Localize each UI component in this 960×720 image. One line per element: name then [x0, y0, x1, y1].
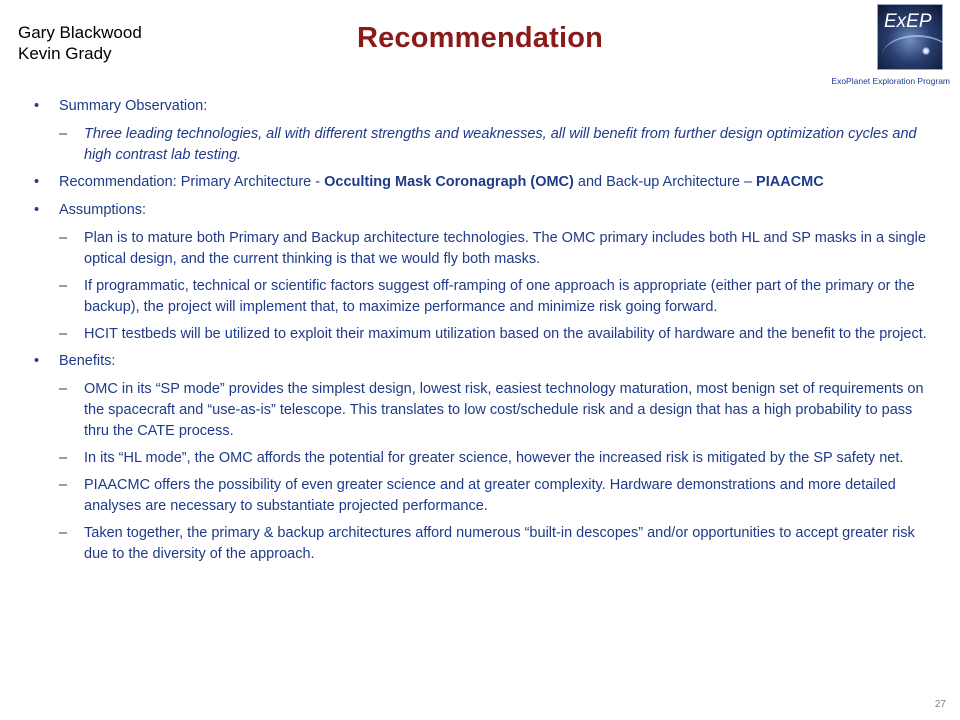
rec-middle: and Back-up Architecture – [573, 174, 757, 190]
planet-arc-icon [882, 35, 943, 70]
logo-text: ExEP [884, 11, 932, 32]
dash-icon: – [59, 126, 68, 142]
dash-icon: – [59, 326, 68, 342]
bullet-icon: • [34, 98, 40, 114]
rec-backup: PIAACMC [756, 174, 824, 190]
author-name: Gary Blackwood [18, 23, 142, 42]
rec-primary: Occulting Mask Coronagraph (OMC) [324, 174, 574, 190]
sub-bullet [34, 124, 934, 166]
rec-prefix: Recommendation: Primary Architecture - [59, 174, 325, 190]
sub-bullet-text: PIAACMC offers the possibility of even greater science and at greater complexity. Hardware demonstrations and more detailed analyses are necessary to substantiate projected performance. [84, 477, 896, 514]
sub-bullet-text: Three leading technologies, all with different strengths and weaknesses, all will benefit from further design optimization cycles and high contrast lab testing. [84, 126, 917, 163]
bullet-assumptions [34, 200, 934, 221]
bullet-icon: • [34, 353, 40, 369]
sub-bullet [34, 324, 934, 345]
sub-bullet-text: In its “HL mode”, the OMC affords the potential for greater science, however the increased risk is mitigated by the SP safety net. [84, 450, 904, 466]
bullet-icon: • [34, 202, 40, 218]
sub-bullet [34, 475, 934, 517]
sub-bullet [34, 379, 934, 442]
dash-icon: – [59, 525, 68, 541]
bullet-text: Assumptions: [59, 202, 147, 218]
sub-bullet [34, 448, 934, 469]
star-icon [922, 47, 930, 55]
bullet-benefits [34, 351, 934, 372]
sub-bullet-text: Plan is to mature both Primary and Backup architecture technologies. The OMC primary includes both HL and SP masks in a single optical design, and the current thinking is that we would fly both masks. [84, 230, 926, 267]
page-number: 27 [934, 699, 946, 710]
sub-bullet [34, 276, 934, 318]
sub-bullet-text: Taken together, the primary & backup architectures afford numerous “built-in descopes” and/or opportunities to accept greater risk due to the diversity of the approach. [84, 525, 915, 562]
dash-icon: – [59, 381, 68, 397]
bullet-recommendation [34, 172, 934, 193]
dash-icon: – [59, 278, 68, 294]
program-name: ExoPlanet Exploration Program [831, 76, 950, 86]
sub-bullet [34, 228, 934, 270]
bullet-summary [34, 96, 934, 117]
bullet-text: Benefits: [59, 353, 116, 369]
sub-bullet-text: HCIT testbeds will be utilized to exploit their maximum utilization based on the availability of hardware and the benefit to the project. [84, 326, 927, 342]
sub-bullet [34, 523, 934, 565]
dash-icon: – [59, 450, 68, 466]
dash-icon: – [59, 477, 68, 493]
author-name: Kevin Grady [18, 44, 112, 63]
dash-icon: – [59, 230, 68, 246]
sub-bullet-text: OMC in its “SP mode” provides the simplest design, lowest risk, easiest technology maturation, most benign set of requirements on the spacecraft and “use-as-is” telescope. This translates to low cost/schedule risk and a design that has a high probability to pass thru the CATE process. [84, 381, 924, 439]
slide-title: Recommendation [356, 22, 604, 54]
slide-body [34, 96, 934, 571]
bullet-text: Summary Observation: [59, 98, 208, 114]
bullet-icon: • [34, 174, 40, 190]
sub-bullet-text: If programmatic, technical or scientific factors suggest off-ramping of one approach is appropriate (either part of the primary or the backup), the project will implement that, to maximize performance and minimize risk going forward. [84, 278, 915, 315]
exep-logo [877, 4, 943, 70]
